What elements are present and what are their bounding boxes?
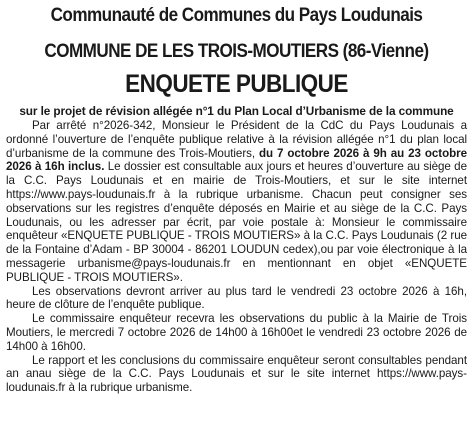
organization-title: Communauté de Communes du Pays Loudunais [50, 5, 423, 26]
paragraph-text: Le dossier est consultable aux jours et heures d’ouverture au siège de la C.C. Pays Loudunais et en mairie de Trois-Moutiers, et sur le site internet https://www.pays-loudunais.fr à la rubrique urbanisme. Chacun peut consigner ses observations sur les registres d’enquête déposés en Mairie et au siège de la C.C. Pays Loudunais, ou les adresser par écrit, par voie postale à: Monsieur le commissaire enquêteur «ENQUETE PUBLIQUE - TROIS MOUTIERS» à la C.C. Pays Loudunais (2 rue de la Fontaine d’Adam - BP 30004 - 86201 LOUDUN cedex),ou par voie électronique à la messagerie urbanisme@pays-loudunais.fr en mentionnant en objet «ENQUETE PUBLIQUE - TROIS MOUTIERS». [6, 160, 467, 284]
notice-subject: sur le projet de révision allégée n°1 du Plan Local d’Urbanisme de la commune [19, 104, 454, 118]
paragraph-decree [6, 119, 467, 285]
paragraph-deadline [6, 285, 467, 313]
paragraph-text: Par arrêté n°2026-342, Monsieur le Président de la CdC du Pays Loudunais a ordonné l’ouverture de l’enquête publique relative à la révision allégée n°1 du plan local d’urbanisme de la commune des Trois-Moutiers, [6, 119, 467, 160]
paragraph-text: Le rapport et les conclusions du commissaire enquêteur seront consultables pendant an anau siège de la C.C. Pays Loudunais et sur le site internet https://www.pays-loudunais.fr à la rubrique urbanisme. [6, 353, 467, 395]
paragraph-text: Le commissaire enquêteur recevra les observations du public à la Mairie de Trois Moutiers, le mercredi 7 octobre 2026 de 14h00 à 16h00et le vendredi 23 octobre 2026 de 14h00 à 16h00. [6, 312, 467, 353]
paragraph-text: Les observations devront arriver au plus tard le vendredi 23 octobre 2026 à 16h, heure de clôture de l’enquête publique. [6, 284, 467, 312]
paragraph-report [6, 354, 467, 395]
paragraph-permanences [6, 312, 467, 353]
commune-title: COMMUNE DE LES TROIS-MOUTIERS (86-Vienne) [44, 41, 429, 62]
inquiry-dates: du 7 octobre 2026 à 9h au 23 octobre 2026 à 16h inclus. [6, 146, 467, 174]
notice-title: ENQUETE PUBLIQUE [125, 70, 348, 98]
